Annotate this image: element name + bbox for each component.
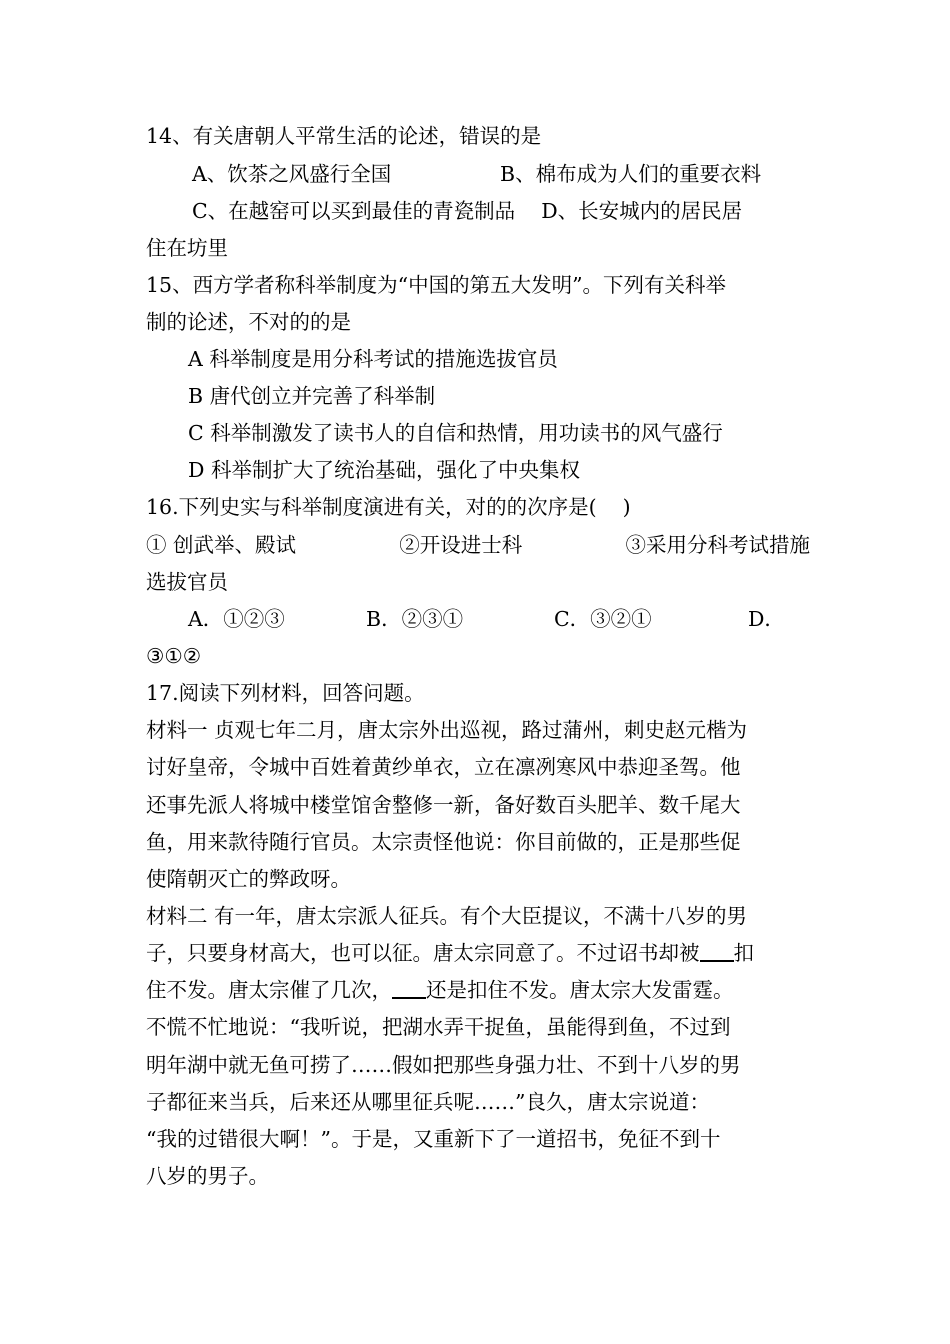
q16-option-d: D． xyxy=(748,607,785,631)
q17-material1-line: 还事先派人将城中楼堂馆舍整修一新，备好数百头肥羊、数千尾大 xyxy=(146,793,741,817)
q16-option-d-cont: ③①② xyxy=(146,644,202,668)
q15-option-b: B 唐代创立并完善了科举制 xyxy=(188,384,436,408)
q16-options xyxy=(188,601,785,637)
q16-item-3: ③采用分科考试措施 xyxy=(625,533,810,557)
q17-material2-line xyxy=(146,935,810,971)
q14-options-ab xyxy=(192,156,792,192)
q14-stem: 14、有关唐朝人平常生活的论述，错误的是 xyxy=(146,124,542,148)
q16-stem: 16.下列史实与科举制度演进有关，对的的次序是( ) xyxy=(146,495,631,519)
q17-material2-line xyxy=(146,972,810,1008)
q17-material1-line: 使隋朝灭亡的弊政呀。 xyxy=(146,867,351,891)
q16-item-2: ②开设进士科 xyxy=(399,533,523,557)
q17-stem: 17.阅读下列材料，回答问题。 xyxy=(146,681,425,705)
q17-material2-line: “我的过错很大啊！”。于是，又重新下了一道招书，免征不到十 xyxy=(146,1127,721,1151)
q15-stem-line2: 制的论述，不对的的是 xyxy=(146,310,351,334)
q16-item-3-cont: 选拔官员 xyxy=(146,570,228,594)
q17-material2-line: 八岁的男子。 xyxy=(146,1164,269,1188)
q15-stem-line1: 15、西方学者称科举制度为“中国的第五大发明”。下列有关科举 xyxy=(146,273,727,297)
q17-material1-line: 鱼，用来款待随行官员。太宗责怪他说：你目前做的，正是那些促 xyxy=(146,830,741,854)
q14-option-b: B、棉布成为人们的重要衣料 xyxy=(500,162,762,186)
q17-material2-text: 还是扣住不发。唐太宗大发雷霆。 xyxy=(426,978,734,1002)
q17-material2-line: 子都征来当兵，后来还从哪里征兵呢……”良久，唐太宗说道： xyxy=(146,1090,710,1114)
q16-item-1: ① 创武举、殿试 xyxy=(146,533,297,557)
q14-option-d-cont: 住在坊里 xyxy=(146,236,228,260)
q17-material2-text: 扣 xyxy=(733,941,754,965)
q14-options-cd: C、在越窑可以买到最佳的青瓷制品 D、长安城内的居民居 xyxy=(192,199,743,223)
fill-blank[interactable] xyxy=(392,975,426,999)
q16-option-a: A．①②③ xyxy=(188,607,285,631)
q17-material2-line: 材料二 有一年，唐太宗派人征兵。有个大臣提议，不满十八岁的男 xyxy=(146,904,748,928)
q17-material2-line: 明年湖中就无鱼可捞了……假如把那些身强力壮、不到十八岁的男 xyxy=(146,1053,741,1077)
q15-option-d: D 科举制扩大了统治基础，强化了中央集权 xyxy=(188,458,580,482)
q17-material2-text: 子，只要身材高大，也可以征。唐太宗同意了。不过诏书却被 xyxy=(146,941,700,965)
q17-material2-line: 不慌不忙地说：“我听说，把湖水弄干捉鱼，虽能得到鱼，不过到 xyxy=(146,1015,731,1039)
q15-option-a: A 科举制度是用分科考试的措施选拔官员 xyxy=(188,347,558,371)
q15-option-c: C 科举制激发了读书人的自信和热情，用功读书的风气盛行 xyxy=(188,421,723,445)
q17-material1-line: 讨好皇帝，令城中百姓着黄纱单衣，立在凛冽寒风中恭迎圣驾。他 xyxy=(146,755,741,779)
q17-material2-text: 住不发。唐太宗催了几次， xyxy=(146,978,392,1002)
q16-items xyxy=(146,527,810,563)
q17-material1-line: 材料一 贞观七年二月，唐太宗外出巡视，路过蒲州，刺史赵元楷为 xyxy=(146,718,748,742)
fill-blank[interactable] xyxy=(700,938,734,962)
q14-option-a: A、饮茶之风盛行全国 xyxy=(192,162,392,186)
q16-option-c: C．③②① xyxy=(554,607,652,631)
q16-option-b: B．②③① xyxy=(366,607,464,631)
